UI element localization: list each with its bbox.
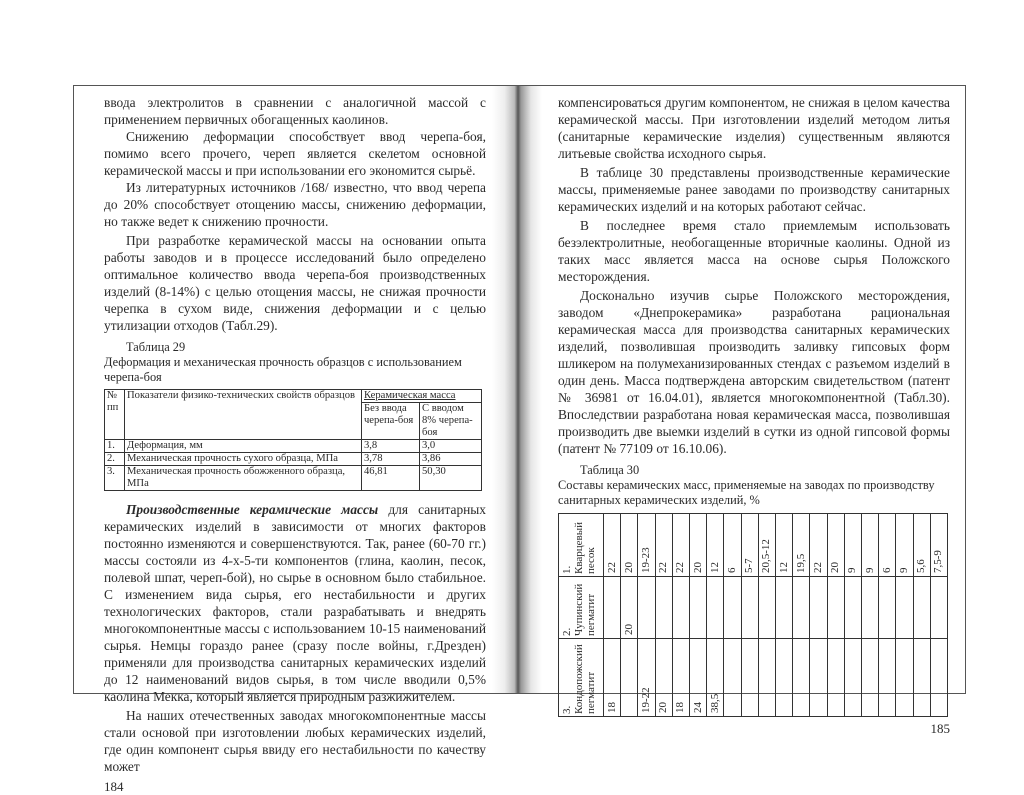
table30-cell: 19-22 [639,687,652,713]
table30-cell [829,641,841,713]
table30-row-header [561,640,601,714]
header-indicator: Показатели физико-технических свойств образцов [125,390,362,440]
cell-name: Деформация, мм [125,440,362,453]
table-row [105,453,482,466]
table30-cell [692,579,704,635]
table30 [558,513,948,717]
table30-column-line [913,514,914,716]
row-name: Кондопожский пегматит [573,644,597,714]
cell-v2: 3,86 [419,453,481,466]
table30-cell: 20 [691,562,704,573]
table30-cell: 22 [657,562,670,573]
table30-cell: 38,5 [708,693,721,713]
paragraph [104,501,486,705]
cell-num: 1. [105,440,125,453]
table30-column-line [792,514,793,716]
table30-cell [743,579,755,635]
table30-cell [623,641,635,713]
table30-cell [709,579,721,635]
table30-column-line [603,514,604,716]
table29-label: Таблица 29 [126,340,186,354]
header-num: № пп [105,390,125,440]
table30-column-line [723,514,724,716]
table30-cell [932,641,944,713]
table30-column-line [775,514,776,716]
table30-column-line [758,514,759,716]
table30-cell: 5,6 [915,559,928,573]
page-number-left: 184 [104,779,124,794]
table30-cell [864,641,876,713]
table30-cell [795,641,807,713]
table30-column-line [706,514,707,716]
cell-num: 2. [105,453,125,466]
table30-cell [606,579,618,635]
table30-cell [881,579,893,635]
table30-cell [829,579,841,635]
table30-cell: 18 [674,702,687,713]
header-group: Керамическая масса [361,390,481,403]
paragraph: В таблице 30 представлены производственные керамические массы, применяемые ранее заводами по производству санитарных керамических изделий и на которых работают сейчас. [558,165,950,214]
table30-row-header [561,578,601,636]
table30-cell: 20 [622,624,635,635]
table30-cell [674,579,686,635]
paragraph: компенсироваться другим компонентом, не снижая в целом качества керамической массы. При изготовлении изделий методом литья (санитарные керамические изделия) существенным являются литьевые свойства исходного сырья. [558,95,950,161]
bold-lead: Производственные керамические массы [126,502,379,517]
table30-cell: 20 [657,702,670,713]
table30-column-line [878,514,879,716]
table30-column-line [930,514,931,716]
left-page-body [104,501,486,775]
paragraph: Досконально изучив сырье Положского месторождения, заводом «Днепрокерамика» разработана рациональная керамическая масса для производства санитарных керамических изделий, позволившая производить заливку гипсовых форм шликером на полумеханизированных стендах с разъемом изделий в один день. Масса подтверждена авторским свидетельством (патент № 36981 от 16.04.01), является многокомпонентной (Табл.30). Впоследствии разработана новая керамическая масса, позволившая производить две выемки изделий в сутки из одной гипсовой формы (патент № 77109 от 16.10.06). [558,288,950,456]
table30-column-line [844,514,845,716]
table30-column-line [861,514,862,716]
table30-cell: 7,5-9 [932,550,945,573]
table30-label: Таблица 30 [580,463,640,477]
table30-cell: 19-23 [639,547,652,573]
row-number: 1. [561,565,573,574]
table30-cell: 9 [846,567,859,573]
table30-cell [795,579,807,635]
table29-caption: Деформация и механическая прочность образцов с использованием черепа-боя [104,355,462,384]
table30-cell [812,579,824,635]
right-page-body [558,94,950,457]
table30-cell [760,579,772,635]
table30-cell: 19,5 [794,553,807,573]
right-page [558,94,950,736]
table30-column-line [620,514,621,716]
paragraph: ввода электролитов в сравнении с аналогичной массой с применением первичных обогащенных каолинов. [104,95,486,127]
paragraph: В последнее время стало приемлемым использовать безэлектролитные, необогащенные вторичные каолины. Одной из таких масс является масса на основе сырья Положского месторождения. [558,218,950,284]
table30-cell [846,579,858,635]
table30-cell: 6 [880,567,893,573]
table30-cell: 9 [863,567,876,573]
cell-name: Механическая прочность сухого образца, МПа [125,453,362,466]
table30-cell: 20 [622,562,635,573]
cell-v2: 50,30 [419,466,481,491]
table-row [105,466,482,491]
row-number: 3. [561,705,573,714]
table30-cell: 6 [725,567,738,573]
left-page [104,94,487,794]
left-page-intro [104,94,486,334]
table30-cell: 5-7 [743,558,756,573]
table30-cell [812,641,824,713]
paragraph: Снижению деформации способствует ввод черепа-боя, помимо всего прочего, череп является скелетом основной керамической массы и при использовании его экономится сырьё. [104,129,486,178]
table30-cell: 12 [708,562,721,573]
table30-cell [932,579,944,635]
table30-column-line [895,514,896,716]
table30-cell: 24 [691,702,704,713]
table30-column-line [672,514,673,716]
table30-cell: 18 [605,702,618,713]
table30-cell [915,579,927,635]
table30-row-header [561,516,601,574]
table30-cell [778,579,790,635]
table30-column-line [655,514,656,716]
row-number: 2. [561,627,573,636]
table30-column-line [637,514,638,716]
table30-cell: 22 [605,562,618,573]
cell-v1: 3,8 [361,440,419,453]
header-col1: Без ввода черепа-боя [361,403,419,440]
table30-column-line [827,514,828,716]
paragraph-text: для санитарных керамических изделий в зависимости от многих факторов постоянно изменяются и совершенствуются. Так, ранее (60-70 гг.) массы состояли из 4-х-5-ти компонентов (глина, каолин, песок, полевой шпат, череп-бой), но сырье в основном было стабильное. С изменением вида сырья, его нестабильности и других технологических факторов, стали разрабатывать и внедрять многокомпонентные массы с использованием 10-15 наименований сырья. Немцы гораздо ранее (сразу после войны, г.Дрезден) применяли для производства санитарных керамических изделий до 12 наименований видов сырья, в том числе вводили 0,5% каолина Мекка, который является природным разжижителем. [104,502,487,704]
table30-cell: 12 [777,562,790,573]
table30-cell [726,579,738,635]
book-gutter [492,86,542,693]
cell-v2: 3,0 [419,440,481,453]
row-name: Чупинский пегматит [573,583,597,636]
table30-cell [846,641,858,713]
table30-cell [778,641,790,713]
table30-caption: Составы керамических масс, применяемые на заводах по производству санитарных керамических изделий, % [558,478,935,507]
table30-cell [640,579,652,635]
table30-cell [881,641,893,713]
table30-column-line [689,514,690,716]
paragraph: Из литературных источников /168/ известно, что ввод черепа до 20% способствует отощению массы, снижению деформации, но также ведет к снижению прочности. [104,180,486,229]
table30-column-line [741,514,742,716]
paragraph: При разработке керамической массы на основании опыта работы заводов и в процессе исследований было определено оптимальное количество ввода черепа-боя производственных изделий (8-14%) с целью отощения массы, не снижая прочности черепка в сухом виде, снижения деформации и с целью утилизации отходов (Табл.29). [104,233,486,333]
cell-name: Механическая прочность обожженного образца, МПа [125,466,362,491]
table30-column-line [809,514,810,716]
table30-cell [898,579,910,635]
table30-caption-block [558,463,950,508]
table30-cell: 22 [674,562,687,573]
table30-cell [760,641,772,713]
cell-num: 3. [105,466,125,491]
cell-v1: 46,81 [361,466,419,491]
cell-v1: 3,78 [361,453,419,466]
table29-caption-block [104,340,486,385]
table30-cell [743,641,755,713]
table29 [104,389,482,491]
table30-cell: 9 [897,567,910,573]
table30-cell [898,641,910,713]
page-number-right: 185 [930,721,950,736]
row-name: Кварцевый песок [573,521,597,574]
table30-cell: 22 [811,562,824,573]
header-col2: С вводом 8% черепа-боя [419,403,481,440]
table-row [105,440,482,453]
table30-cell: 20,5-12 [760,539,773,573]
paragraph: На наших отечественных заводах многокомпонентные массы стали основой при изготовлении любых керамических изделий, где один компонент сырья ввиду его нестабильности по качеству может [104,708,486,774]
table30-cell [915,641,927,713]
table30-cell [864,579,876,635]
table30-cell: 20 [829,562,842,573]
table30-cell [657,579,669,635]
table30-cell [726,641,738,713]
